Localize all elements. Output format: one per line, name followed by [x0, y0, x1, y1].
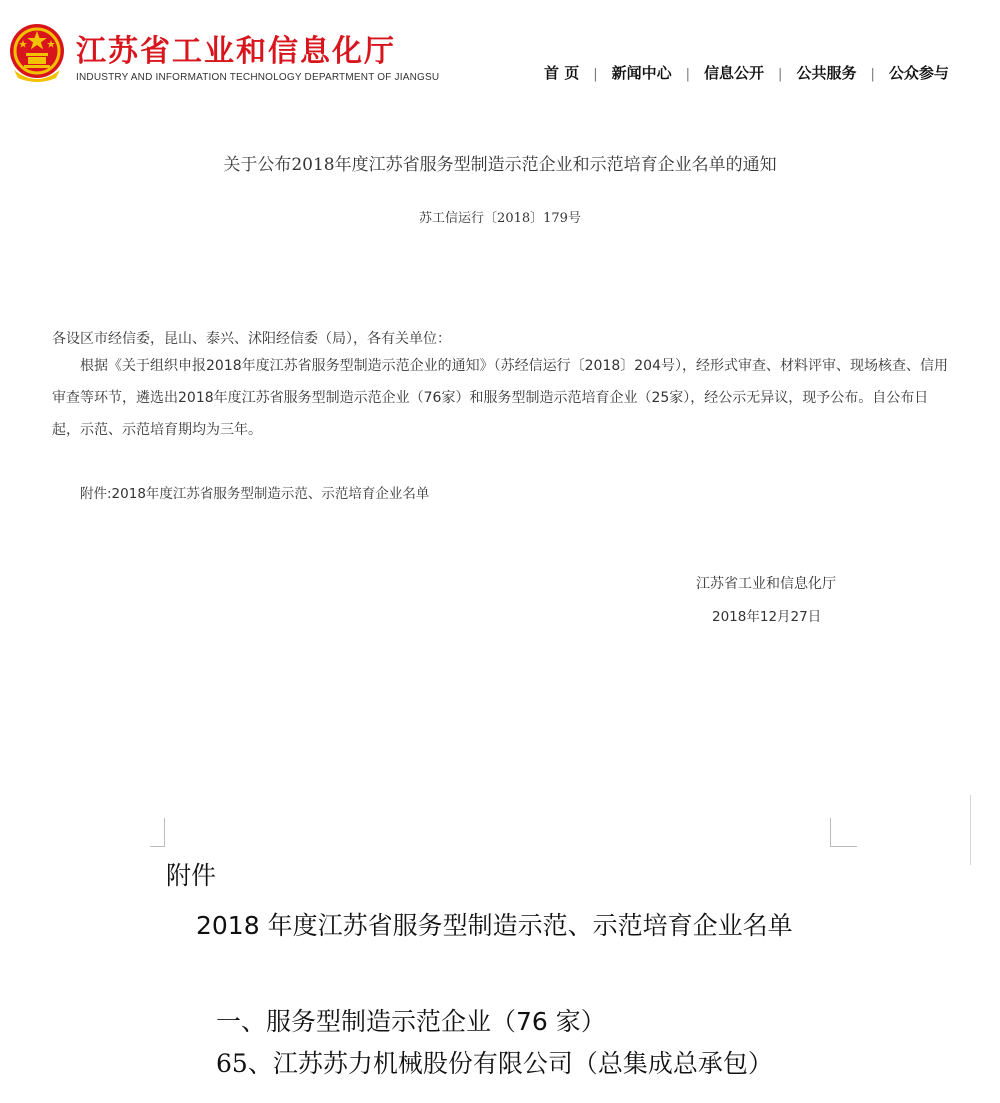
- site-header: [0, 0, 1000, 100]
- entry-text: 、江苏苏力机械股份有限公司（总集成总承包）: [247, 1049, 773, 1078]
- attachment-link[interactable]: 附件:2018年度江苏省服务型制造示范、示范培育企业名单: [80, 486, 430, 502]
- site-title[interactable]: 江苏省工业和信息化厅: [76, 34, 396, 69]
- nav-info-disclosure[interactable]: 信息公开: [704, 64, 765, 82]
- nav-separator: |: [778, 67, 783, 82]
- nav-separator: |: [593, 67, 598, 82]
- body-paragraph: 根据《关于组织申报2018年度江苏省服务型制造示范企业的通知》（苏经信运行〔2018〕204号），经形式审查、材料评审、现场核查、信用审查等环节，遴选出2018年度江苏省服务型制造示范企业（76家）和服务型制造示范培育企业（25家），经公示无异议，现予公布。自公布日起，示范、示范培育期均为三年。: [52, 358, 948, 438]
- signature-organization: 江苏省工业和信息化厅: [696, 576, 836, 592]
- nav-home[interactable]: 首 页: [544, 64, 580, 82]
- crop-mark-left: [150, 818, 165, 847]
- nav-news-center[interactable]: 新闻中心: [611, 64, 672, 82]
- site-subtitle: INDUSTRY AND INFORMATION TECHNOLOGY DEPARTMENT OF JIANGSU: [76, 72, 440, 83]
- nav-public-participation[interactable]: 公众参与: [888, 64, 949, 82]
- crop-mark-right: [830, 818, 857, 847]
- entry-number: 65: [216, 1049, 248, 1078]
- document-title: 关于公布2018年度江苏省服务型制造示范企业和示范培育企业名单的通知: [223, 155, 777, 175]
- nav-separator: |: [685, 67, 691, 82]
- national-emblem-icon[interactable]: [8, 22, 66, 84]
- attachment-title: 2018 年度江苏省服务型制造示范、示范培育企业名单: [196, 911, 793, 940]
- main-nav: [544, 62, 949, 83]
- salutation: 各设区市经信委，昆山、泰兴、沭阳经信委（局），各有关单位：: [52, 331, 451, 347]
- attachment-section-heading: 一、服务型制造示范企业（76 家）: [216, 1007, 606, 1036]
- page-edge-line: [970, 795, 971, 865]
- nav-separator: |: [870, 67, 875, 82]
- signature-date: 2018年12月27日: [712, 609, 822, 625]
- attachment-heading: 附件: [166, 861, 217, 890]
- nav-public-service[interactable]: 公共服务: [796, 64, 857, 82]
- document-number: 苏工信运行〔2018〕179号: [419, 211, 581, 226]
- attachment-list-entry: [216, 1044, 773, 1080]
